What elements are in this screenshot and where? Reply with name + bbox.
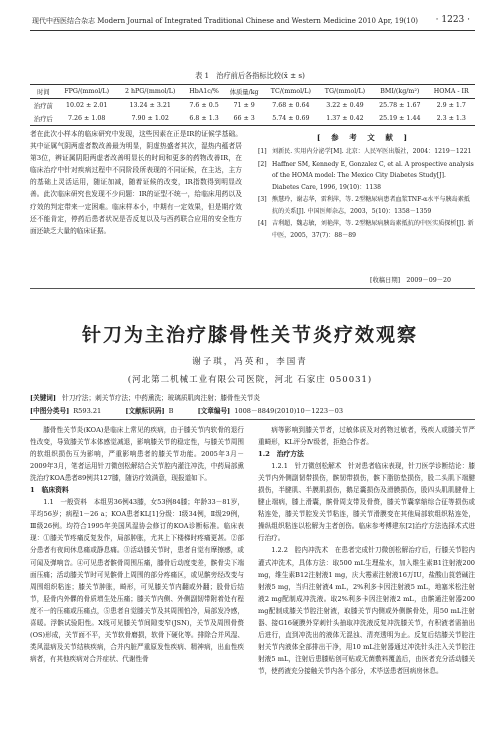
- article-no-label: [文章编号]: [197, 407, 231, 415]
- table-caption: 表 1 治疗前后各指标比较(x̄ ± s): [195, 71, 305, 80]
- reference-text: 熊慧玲，谢志华，雷利萍，等. 2型糖尿病患者血浆TNF-α水平与胰岛素抵抗的关系[J]. 中国医师杂志，2003，5(10)：1358－1359: [272, 196, 470, 215]
- reference-item: [258, 159, 474, 194]
- article-authors: 谢子琪，冯英和，李国青: [192, 357, 308, 367]
- table-header-cell: HbA1c/%: [184, 85, 225, 99]
- classification-line: [30, 405, 475, 415]
- table-cell: 治疗前: [33, 103, 53, 110]
- header-rule: [30, 30, 475, 31]
- body-paragraph: 1.2.1 针刀微创松解术 针对患者临床表现，针刀医学诊断结论：膝关节内外侧副韧带损伤，髌韧带损伤，髌下脂肪垫损伤，股二头肌下端腱损伤，半腱肌、半膜肌损伤，鹅足囊损伤及滑膜损伤，股四头肌肌腱骨上腱止端病，膝上滑囊，髌骨周支带及骨赘，膝关节囊挛缩综合征等损伤或粘连处，膝关节腔发关节粘连，膝关节滑膜变在其他局部软组织粘连处，操纵组织粘连以松解为主者创伤。临床参考傅建东[2]治疗方法选择术式进行治疗。: [258, 462, 475, 543]
- reference-item: [258, 146, 474, 158]
- reference-number: [3]: [258, 196, 267, 203]
- table-cell: 7.26 ± 1.08: [57, 112, 117, 126]
- article-title: 针刀为主治疗膝骨性关节炎疗效观察: [81, 324, 418, 346]
- running-header: 现代中西医结合杂志 Modern Journal of Integrated Traditional Chinese and Western Medicine 2010 Apr, 19(10): [32, 17, 419, 25]
- body-right-column: [258, 424, 475, 677]
- article-no-value: 1008－8849(2010)10－1223－03: [234, 407, 344, 415]
- table-row: [30, 99, 475, 113]
- table-cell: 13.24 ± 3.21: [129, 102, 171, 109]
- article-affiliation: (河北第二机械工业有限公司医院，河北 石家庄 050031): [127, 375, 373, 385]
- section-heading: 1.2 治疗方法: [258, 450, 304, 459]
- keywords-line: [30, 392, 475, 402]
- reference-text: 刘新民. 实用内分泌学[M]. 北京：人民军医出版社，2004：1219－1221: [272, 148, 472, 155]
- received-date: [收稿日期] 2009－09－20: [370, 277, 452, 284]
- table-header-cell: TC/(mmol/L): [264, 85, 318, 99]
- section-heading: 1 临床资料: [30, 486, 69, 495]
- discussion-paragraph: 者在此次小样本的临床研究中发现，这些因素在正是IR的证候学基础。其中证属气阴两虚者数改善最为明显，阴虚热盛者其次，湿热内蕴者居第3位，辨证属阴阳两虚者改善明显长的时间和更多的药物改善IR，在临床治疗中针对疾病过程中不同阶段所表现的不同证候，在主达，主方的基础上灵活运用，随证加减，随着证候的改变，IR指数得到明显改善。此次临床研究也发现不少问题：IR的证型不统一，给临床用药以及疗效的判定带来一定困难。临床样本小，中期有一定效果，但是期疗效还不能肯定，停药后患者状况是否反复以及与西药联合应用的安全性方面还缺乏大量的临床证据。: [30, 130, 242, 235]
- keywords-label: [关键词]: [30, 394, 57, 402]
- table-cell: 2.3 ± 1.3: [428, 112, 475, 126]
- doc-code-value: B: [168, 407, 174, 415]
- body-left-column: [30, 424, 244, 665]
- table-cell: 66 ± 3: [224, 112, 264, 126]
- table-header-cell: 体质量/kg: [224, 85, 264, 99]
- table-cell: 7.90 ± 1.02: [117, 112, 184, 126]
- table-header-cell: HOMA - IR: [428, 85, 475, 99]
- table-cell: 1.37 ± 0.42: [318, 112, 372, 126]
- table-cell: 10.02 ± 2.01: [66, 102, 108, 109]
- section-divider: [30, 288, 475, 289]
- doc-code-label: [文献标识码]: [125, 407, 165, 415]
- table-cell: 治疗后: [30, 112, 57, 126]
- clc-label: [中图分类号]: [30, 407, 70, 415]
- clc-value: R593.21: [73, 407, 102, 415]
- body-paragraph: 膝骨性关节炎(KOA)是临床上常见的疾病，由于膝关节内软骨的退行性改变，导致膝关节本体感觉减退，影响膝关节的稳定性，与膝关节周围的软组织损伤互为影响，严重影响患者的膝关节功能。2005年3月－2009年3月，笔者运用针刀微创松解结合关节腔内灌注冲洗，中药局部熏洗治疗KOA患者89例共127膝，随访疗效满意，现报道如下。: [30, 426, 244, 483]
- table-body: [30, 99, 475, 126]
- table-cell: 25.78 ± 1.67: [379, 102, 421, 109]
- reference-text: Haffner SM, Kennedy E, Gonzalez C, et al. A prospective analysis of the HOMA model: The Mexico City Diabetes Study[J]. Diabetes Care, 1996, 19(10)：1138: [272, 160, 474, 191]
- table-header-row: [30, 85, 475, 99]
- table-cell: 3.22 ± 0.49: [326, 102, 364, 109]
- keywords-text: 针刀疗法；刺关节疗法；中药熏洗；玻璃质肌肉注射；膝骨性关节炎: [62, 394, 260, 402]
- table-cell: 7.6 ± 0.5: [189, 102, 219, 109]
- table-row: [30, 112, 475, 126]
- table-cell: 25.19 ± 1.44: [372, 112, 427, 126]
- reference-number: [4]: [258, 220, 267, 227]
- reference-number: [1]: [258, 148, 267, 155]
- references-heading: [ 参 考 文 献 ]: [316, 133, 412, 142]
- table-header-cell: 时间: [30, 85, 57, 99]
- body-paragraph: 1.2.2 腔内冲洗术 在患者完成针刀微创松解治疗后，行膝关节腔内灌式冲洗术，具体方法：取500 mL生理盐水，加入维生素B1注射液200 mg，维生素B12注射液1 mg，庆大霉素注射液16万IU，盐酸山莨菪碱注射液5 mg，当归注射液4 mL，2%利多卡因注射液5 mL，地塞米松注射液2 mg配制成冲洗液。取2%利多卡因注射液2 mL，由髌通注射器200 mg配制成膝关节腔注射液，取膝关节内侧或外侧髌骨处，用50 mL注射器、接G16硬膜外穿刺针头抽取冲洗液反复冲洗膝关节，有积液者需抽出后进行，直到冲洗出的液体无混浊、清亮透明为止。反复后结膝关节腔注射关节内液体全部排出干净，用10 mL注射器通过冲洗针头注入关节腔注射液5 mL，注射后患膝贴创可贴或无菌敷料覆盖后，由医者充分活动膝关节，使药液充分接触关节内各个部分，术毕送患者回病房休息。: [258, 546, 475, 675]
- table-cell: 2.9 ± 1.7: [436, 102, 466, 109]
- table-cell: 7.68 ± 0.64: [272, 102, 310, 109]
- table-cell: 5.74 ± 0.69: [264, 112, 318, 126]
- reference-item: [258, 194, 474, 217]
- table-header-cell: FPG/(mmol/L): [57, 85, 117, 99]
- reference-number: [2]: [258, 160, 267, 168]
- page-number: · 1223 ·: [435, 15, 470, 25]
- table-header-cell: 2 hPG/(mmol/L): [117, 85, 184, 99]
- reference-text: 吉利超，魏志敏，刘艳萍，等. 2型糖尿病胰岛素抵抗的中医实质探析[J]. 新中医，2005，37(7)：88－89: [272, 220, 474, 239]
- table-header-cell: TG/(mmol/L): [318, 85, 372, 99]
- table-header-cell: BMI/(kg/m²): [372, 85, 427, 99]
- body-paragraph: 1.1 一般资料 本组男36例43膝，女53例84膝；年龄33－81岁，平均56岁；病程1－26 a；KOA患者KL[1]分级：Ⅰ级34例，Ⅱ级29例，Ⅲ级26例。均符合1995年美国风湿协会修订的KOA诊断标准。临床表现：①膝关节疼痛反复发作，局部肿胀，尤其上下楼梯时疼痛更甚。②部分患者有夜间休息痛或静息痛。③活动膝关节时，患者自觉有摩擦感，或可闻及弹响音。④可见患者髌骨周围压痛，膝骨后动度变差，髌骨尖下端面压痛；活动膝关节时可见髌骨上周围的部分疼痛区，或见髌旁经改变与周围组织粘连；膝关节肿胀，畸形，可见膝关节内翻或外翻；股骨后结节，胫骨内外髁的骨质增生处压痛；膝关节内侧、外侧副韧带附着处有程度不一的压痛或压痛点，⑤患者自觉膝关节及其周围怕冷，局部发冷感，喜暖。浮髌试验阳性。X线可见膝关节间隙变窄(JSN)，关节及周围骨赘(OS)形成，关节面不平，关节软骨磨损，软骨下硬化等。排除合并风湿、类风湿病及关节结核疾病，合并内脏严重原发性疾病、精神病，出血性疾病者，有其他疾病对合并症状、代谢性骨: [30, 498, 244, 663]
- body-paragraph: 病等影响到膝关节者，过敏体质及对药物过敏者，残疾人或膝关节严重畸形，KL评分Ⅳ级者，拒绝合作者。: [258, 426, 475, 447]
- table-cell: 71 ± 9: [233, 102, 255, 109]
- indicator-table: [30, 84, 475, 126]
- table-cell: 6.8 ± 1.3: [184, 112, 225, 126]
- references-list: [258, 146, 474, 242]
- reference-item: [258, 218, 474, 241]
- classification-rule: [30, 419, 475, 420]
